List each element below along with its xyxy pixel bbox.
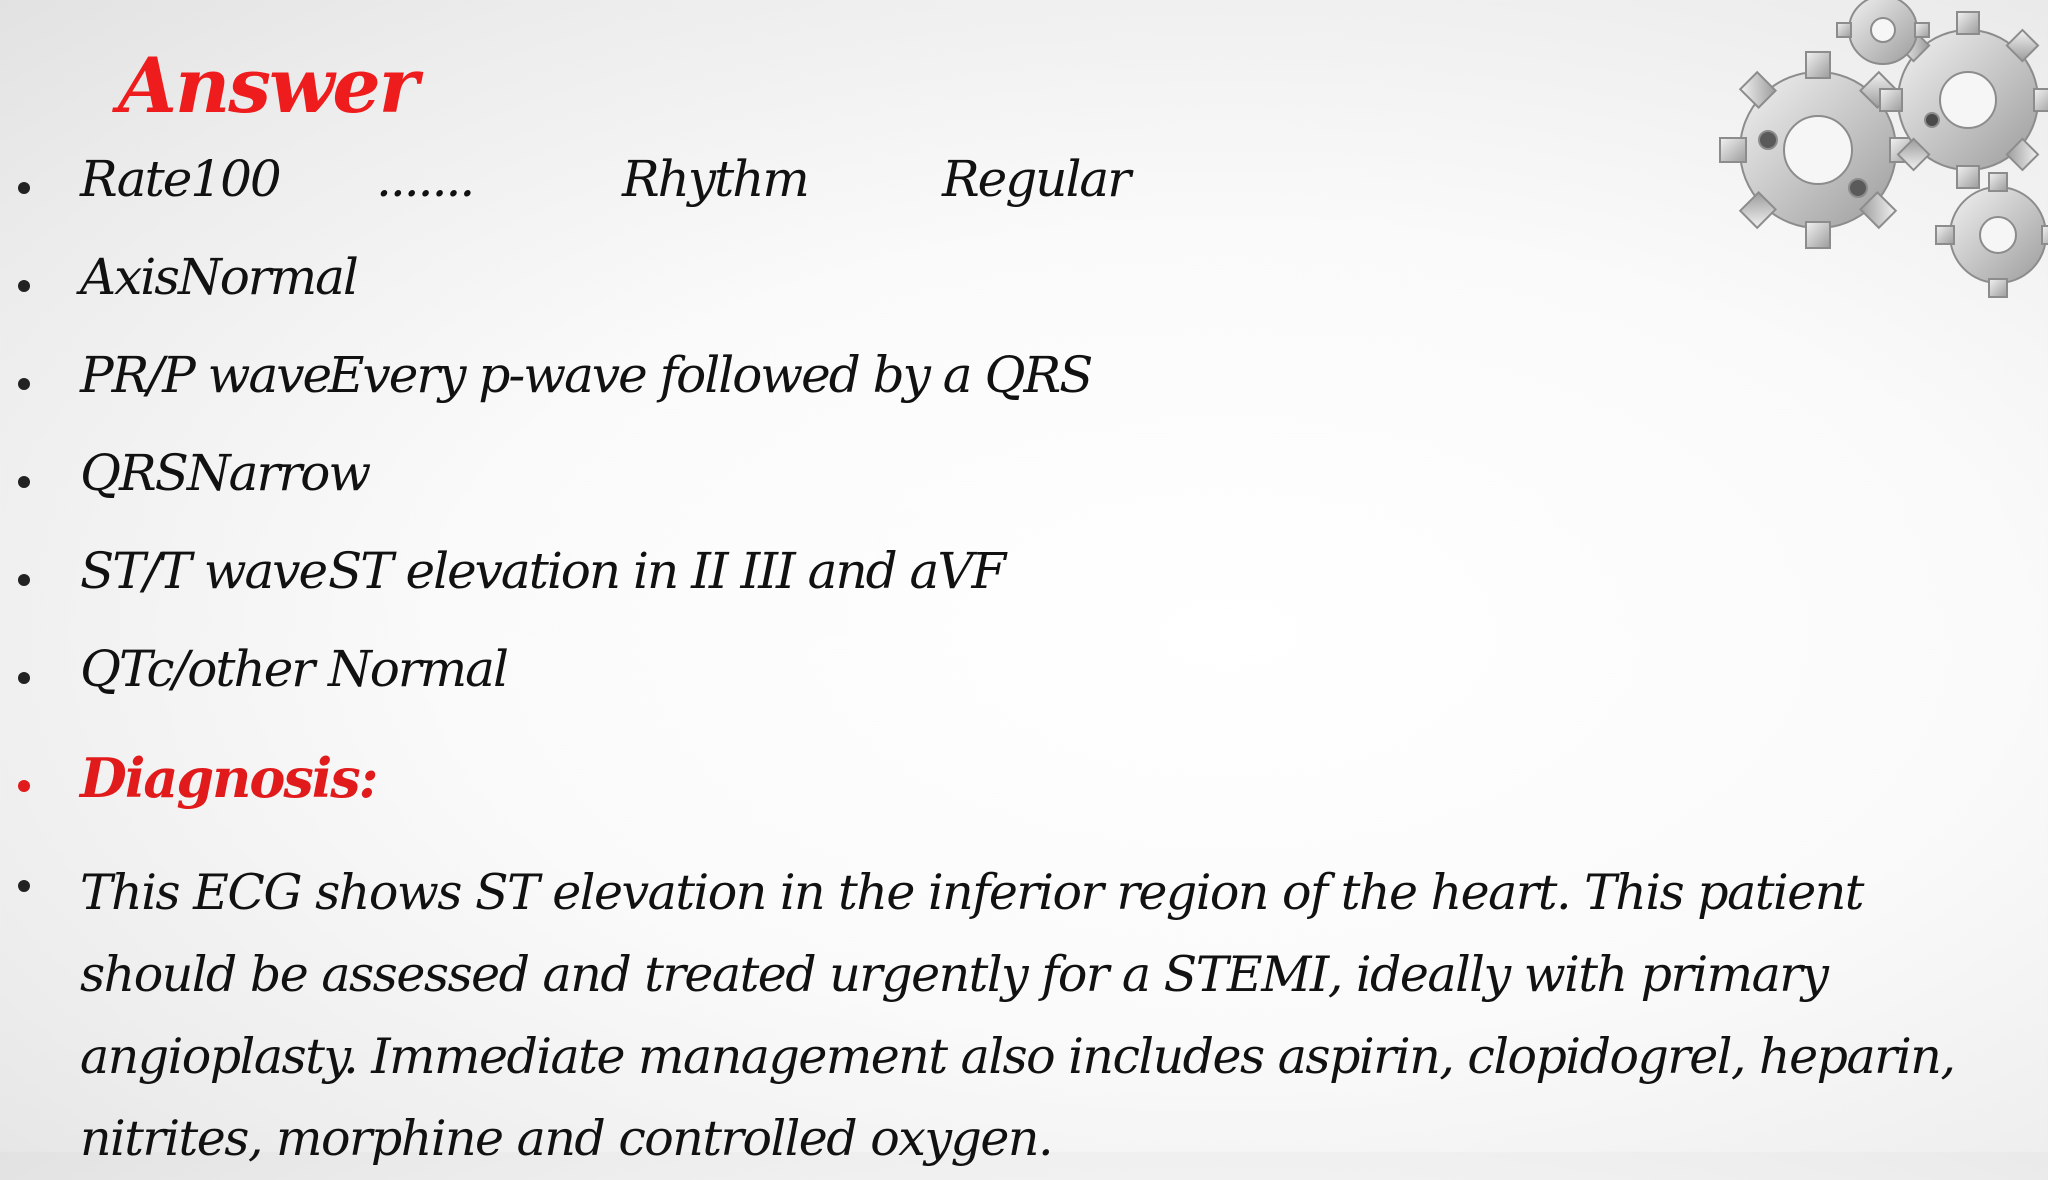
diagnosis-text: This ECG shows ST elevation in the inferior region of the heart. This patient should be assessed and treated urgently for a STEMI, ideally with primary angioplasty. Immediate management also includes aspirin, clopidogrel, heparin, nitrites, morphine and controlled oxygen. <box>80 864 1955 1167</box>
qtc-other-label: QTc/other <box>80 640 314 698</box>
bullet-icon <box>18 574 30 586</box>
bullet-icon <box>18 280 30 292</box>
bullet-icon <box>18 182 30 194</box>
list-item <box>0 632 2048 712</box>
slide-title: Answer <box>118 41 417 130</box>
st-t-wave-label: ST/T wave <box>80 542 327 600</box>
list-item <box>0 142 2048 222</box>
list-item <box>0 740 2048 820</box>
diagnosis-heading: Diagnosis: <box>80 746 377 810</box>
rhythm-label: Rhythm <box>622 150 808 208</box>
bullet-icon <box>18 672 30 684</box>
pr-p-wave-value: Every p-wave followed by a QRS <box>328 346 1092 404</box>
rhythm-value: Regular <box>942 150 1130 208</box>
rate-placeholder: ....... <box>376 150 474 208</box>
bullet-icon <box>18 378 30 390</box>
bullet-icon <box>18 780 30 792</box>
st-t-wave-value: ST elevation in II III and aVF <box>328 542 1005 600</box>
rate-label: Rate100 <box>80 150 280 208</box>
qrs-label: QRSNarrow <box>80 444 370 502</box>
qtc-other-value: Normal <box>328 640 507 698</box>
list-item <box>0 534 2048 614</box>
axis-label: AxisNormal <box>80 248 357 306</box>
bullet-icon <box>18 476 30 488</box>
pr-p-wave-label: PR/P wave <box>80 346 331 404</box>
list-item <box>0 240 2048 320</box>
list-item <box>0 436 2048 516</box>
bullet-icon <box>18 880 30 892</box>
list-item <box>0 338 2048 418</box>
